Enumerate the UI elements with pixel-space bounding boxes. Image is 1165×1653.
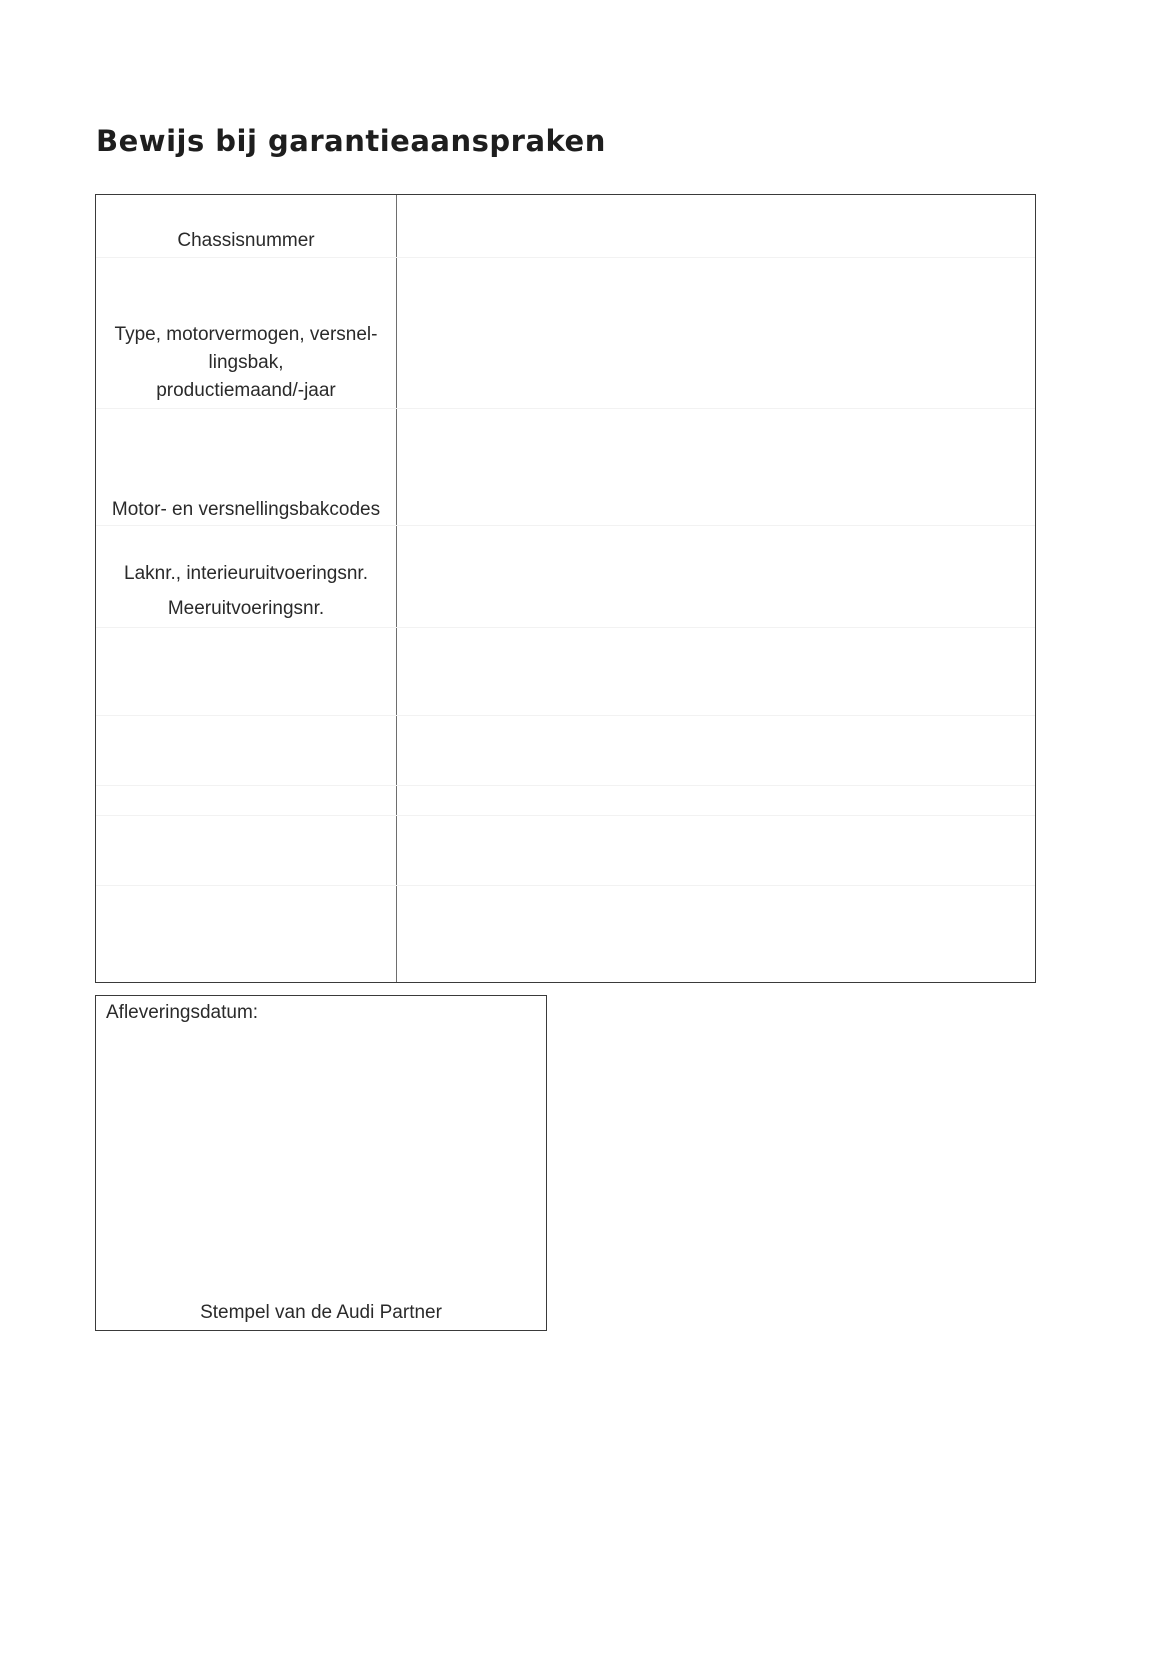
label-chassis-number: Chassisnummer: [177, 230, 315, 251]
page-title: Bewijs bij garantieaanspraken: [96, 124, 606, 158]
vehicle-data-table: [95, 194, 1036, 983]
label-type-line-3: productiemaand/-jaar: [156, 380, 336, 401]
row-line: [96, 785, 1035, 786]
delivery-date-label: Afleveringsdatum:: [106, 1002, 259, 1023]
row-line: [96, 815, 1035, 816]
column-divider: [396, 195, 397, 982]
row-line: [96, 408, 1035, 409]
row-line: [96, 257, 1035, 258]
row-line: [96, 715, 1035, 716]
dealer-stamp-label: Stempel van de Audi Partner: [200, 1302, 442, 1323]
row-line: [96, 627, 1035, 628]
label-type-line-1: Type, motorvermogen, versnel-: [114, 324, 378, 345]
label-paint-interior-number: Laknr., interieuruitvoeringsnr.: [124, 563, 368, 584]
dealer-stamp-box: [95, 995, 547, 1331]
label-extra-equipment-number: Meeruitvoeringsnr.: [167, 598, 325, 619]
label-type-line-2: lingsbak,: [208, 352, 284, 373]
label-engine-gearbox-codes: Motor- en versnellingsbakcodes: [111, 499, 381, 520]
row-line: [96, 525, 1035, 526]
label-type-engine-gearbox: [96, 321, 396, 405]
row-line: [96, 885, 1035, 886]
